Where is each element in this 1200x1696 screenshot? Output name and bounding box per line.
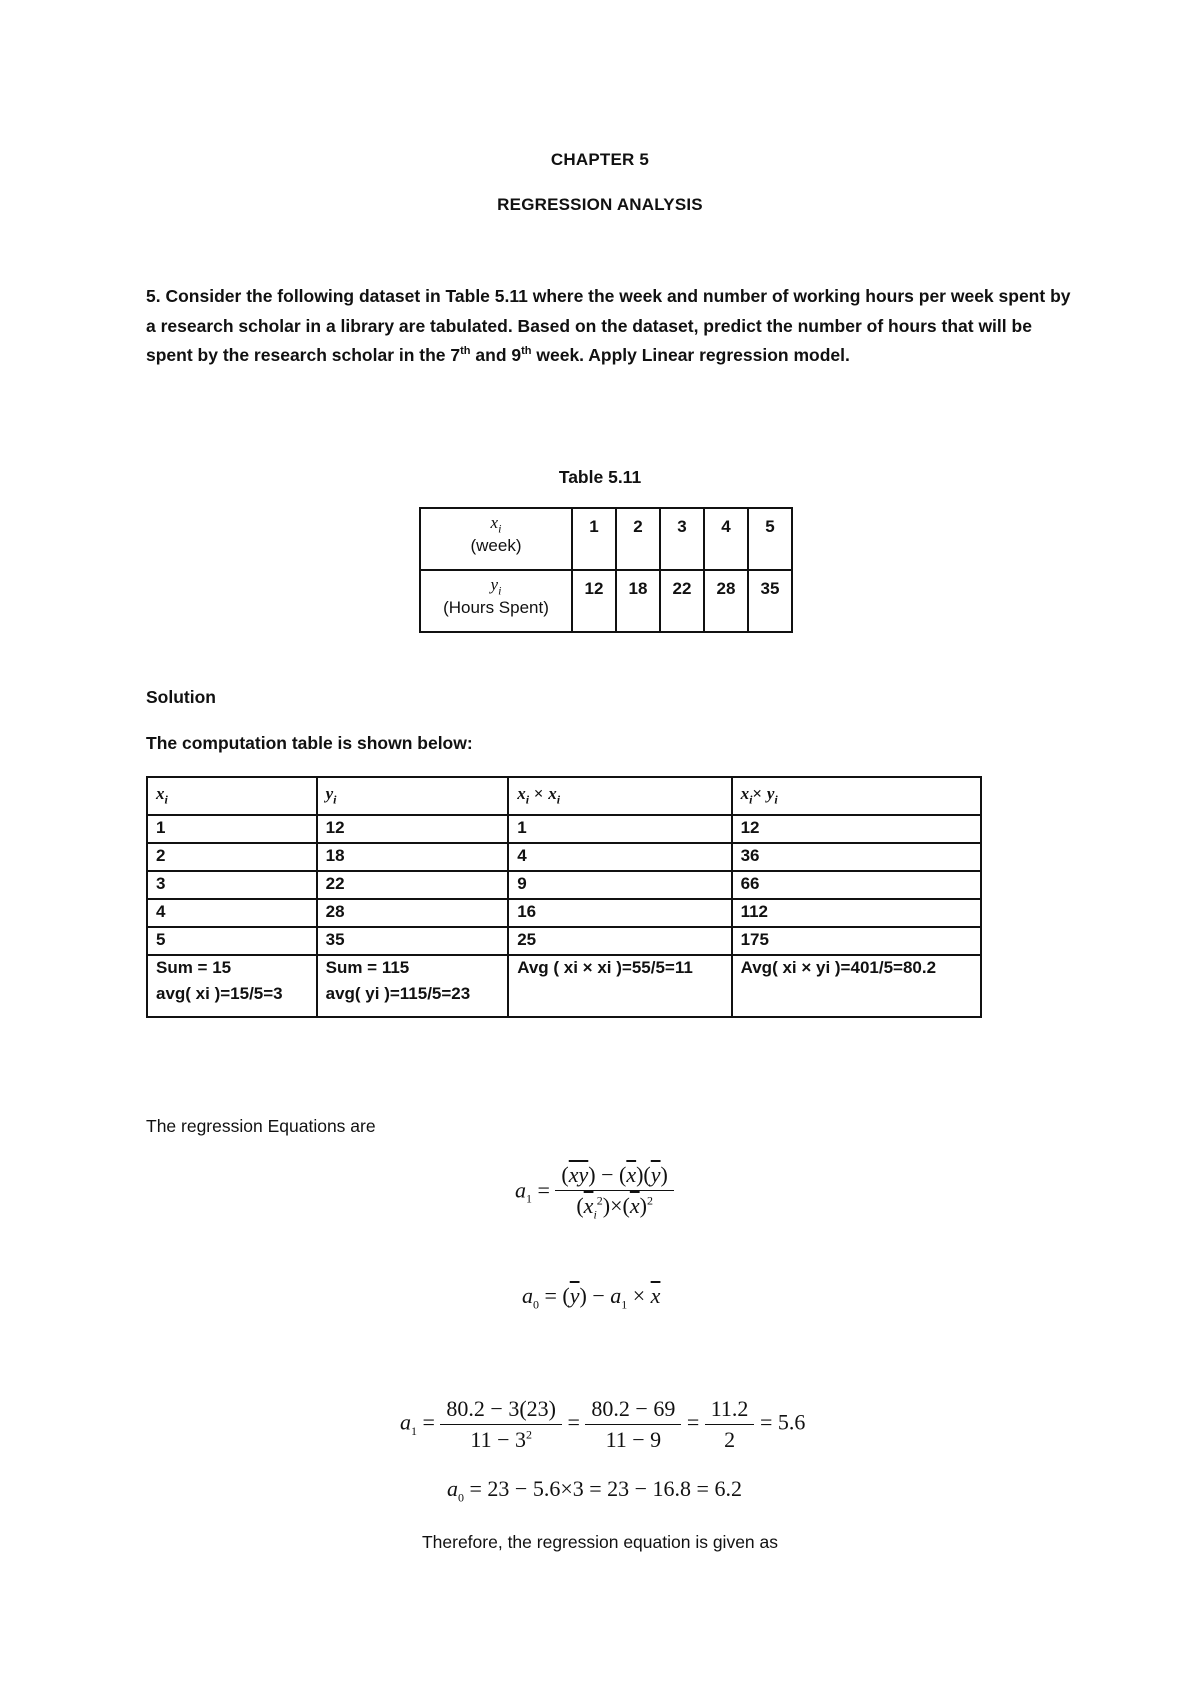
problem-statement bbox=[146, 282, 1076, 371]
formula-a1: $a_1$ = $\frac{(\overline{xy}) - (\overline{x})(\overline{y})}{(\overline{x}_i^2)\times(\overline{x})^2}$ bbox=[515, 1162, 674, 1222]
avg-xy-cell bbox=[732, 955, 981, 1017]
problem-text-2: and 9 bbox=[470, 345, 522, 365]
summary-row bbox=[147, 955, 981, 1017]
table-cell: 28 bbox=[317, 899, 509, 927]
table-cell: 4 bbox=[147, 899, 317, 927]
table-cell: 12 bbox=[317, 815, 509, 843]
avg-y: avg( yi )=115/5=23 bbox=[325, 984, 471, 1003]
header-xi-xi: $x_i \times x_i$ bbox=[508, 777, 731, 815]
subscript-i: i bbox=[498, 521, 502, 536]
table-cell: 16 bbox=[508, 899, 731, 927]
chapter-number: CHAPTER 5 bbox=[550, 150, 650, 169]
week-label: (week) bbox=[470, 536, 522, 556]
table-cell: 9 bbox=[508, 871, 731, 899]
x-symbol: x bbox=[490, 513, 499, 532]
computation-table bbox=[146, 776, 982, 1018]
problem-text-1: Consider the following dataset in Table 5.11 where the week and number of working hours per week spent by a research scholar in a library are tabulated. Based on the dataset, predict the number of hours that will be spent by the research scholar in the 7 bbox=[146, 286, 1071, 365]
chapter-title: REGRESSION ANALYSIS bbox=[497, 195, 703, 214]
avg-xx-cell bbox=[508, 955, 731, 1017]
superscript-th-2: th bbox=[521, 345, 532, 358]
table-row bbox=[147, 843, 981, 871]
a1-numerator-1: 80.2 − 3(23) bbox=[440, 1396, 562, 1425]
a1-numerator-3: 11.2 bbox=[705, 1396, 755, 1425]
avg-xy: Avg( xi × yi )=401/5=80.2 bbox=[740, 958, 937, 977]
sum-x-cell bbox=[147, 955, 317, 1017]
table-cell: 4 bbox=[704, 508, 748, 570]
formula-a0: $a_0 = (\overline{y}) - a_1 \times \overline{x}$ bbox=[522, 1283, 661, 1312]
solution-heading: Solution bbox=[146, 687, 216, 707]
a1-result: = 5.6 bbox=[759, 1409, 806, 1435]
superscript-th-1: th bbox=[460, 345, 471, 358]
table-cell: 18 bbox=[616, 570, 660, 632]
avg-x: avg( xi )=15/5=3 bbox=[156, 984, 283, 1003]
table-cell: 2 bbox=[616, 508, 660, 570]
row-header-hours bbox=[420, 570, 572, 632]
header-xi: $x_i$ bbox=[147, 777, 317, 815]
table-cell: 18 bbox=[317, 843, 509, 871]
subscript-i: i bbox=[498, 583, 502, 598]
table-cell: 12 bbox=[732, 815, 981, 843]
table-cell: 3 bbox=[147, 871, 317, 899]
regression-intro: The regression Equations are bbox=[146, 1116, 376, 1136]
table-row bbox=[147, 871, 981, 899]
table-cell: 175 bbox=[732, 927, 981, 955]
table-511-caption: Table 5.11 bbox=[558, 467, 642, 487]
a1-denominator-2: 11 − 9 bbox=[605, 1427, 662, 1452]
sum-x: Sum = 15 bbox=[156, 958, 232, 977]
table-cell: 5 bbox=[147, 927, 317, 955]
a0-result: = 23 − 5.6×3 = 23 − 16.8 = 6.2 bbox=[469, 1476, 742, 1501]
a1-denominator-1: 11 − 3 bbox=[470, 1427, 526, 1452]
table-cell: 22 bbox=[660, 570, 704, 632]
table-cell: 5 bbox=[748, 508, 792, 570]
table-cell: 35 bbox=[317, 927, 509, 955]
table-cell: 1 bbox=[508, 815, 731, 843]
table-cell: 3 bbox=[660, 508, 704, 570]
exponent-2: 2 bbox=[526, 1427, 532, 1442]
table-row bbox=[147, 815, 981, 843]
table-cell: 28 bbox=[704, 570, 748, 632]
table-cell: 66 bbox=[732, 871, 981, 899]
table-cell: 4 bbox=[508, 843, 731, 871]
table-row bbox=[147, 927, 981, 955]
table-cell: 35 bbox=[748, 570, 792, 632]
header-yi: $y_i$ bbox=[317, 777, 509, 815]
problem-text-3: week. Apply Linear regression model. bbox=[531, 345, 850, 365]
table-cell: 22 bbox=[317, 871, 509, 899]
a1-numerator-2: 80.2 − 69 bbox=[585, 1396, 681, 1425]
y-symbol: y bbox=[490, 575, 499, 594]
table-row bbox=[420, 508, 792, 570]
table-cell: 1 bbox=[147, 815, 317, 843]
sum-y-cell bbox=[317, 955, 509, 1017]
row-header-week bbox=[420, 508, 572, 570]
table-cell: 36 bbox=[732, 843, 981, 871]
table-cell: 1 bbox=[572, 508, 616, 570]
a1-denominator-3: 2 bbox=[724, 1427, 736, 1452]
worked-a1: $a_1$ = $\frac{80.2 - 3(23)}{11 - 3^2}$ = $\frac{80.2 - 69}{11 - 9}$ = $\frac{11.2}{2}$ = 5.6 bbox=[400, 1396, 806, 1452]
table-cell: 12 bbox=[572, 570, 616, 632]
worked-a0: $a_0 = 23 - 5.6\times 3 = 23 - 16.8 = 6.2$ bbox=[447, 1476, 742, 1505]
table-511 bbox=[419, 507, 793, 633]
conclusion-text: Therefore, the regression equation is given as bbox=[421, 1532, 779, 1552]
table-row bbox=[147, 899, 981, 927]
table-header-row bbox=[147, 777, 981, 815]
table-cell: 25 bbox=[508, 927, 731, 955]
table-cell: 112 bbox=[732, 899, 981, 927]
table-row bbox=[420, 570, 792, 632]
problem-number: 5. bbox=[146, 286, 161, 306]
header-xi-yi: $x_i\times y_i$ bbox=[732, 777, 981, 815]
avg-xx: Avg ( xi × xi )=55/5=11 bbox=[517, 958, 693, 977]
hours-label: (Hours Spent) bbox=[443, 598, 549, 618]
sum-y: Sum = 115 bbox=[325, 958, 410, 977]
computation-intro: The computation table is shown below: bbox=[146, 733, 473, 753]
table-cell: 2 bbox=[147, 843, 317, 871]
